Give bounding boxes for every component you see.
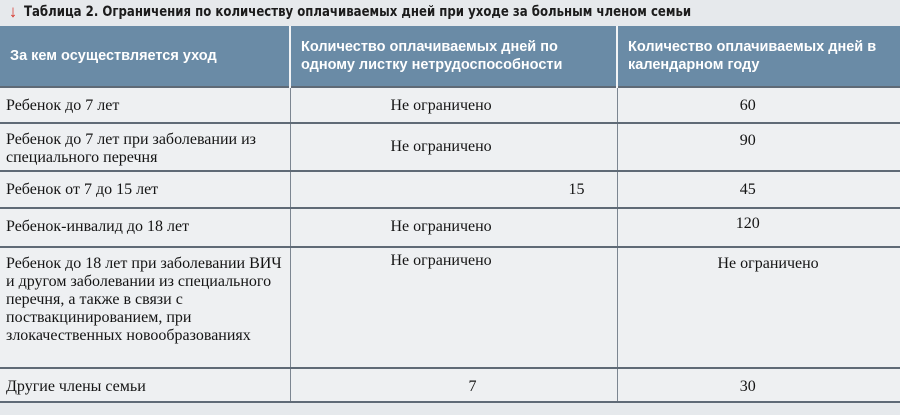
cell-who: Другие члены семьи xyxy=(0,368,290,402)
cell-per-year: 60 xyxy=(617,87,900,123)
cell-per-year: 120 xyxy=(617,208,900,247)
cell-per-sheet: Не ограничено xyxy=(290,208,617,247)
cell-per-sheet: Не ограничено xyxy=(290,123,617,171)
cell-per-sheet: 15 xyxy=(290,171,617,208)
cell-per-sheet: 7 xyxy=(290,368,617,402)
red-arrow-icon: ↓ xyxy=(8,2,18,21)
caption-text: Таблица 2. Ограничения по количеству оплачиваемых дней при уходе за больным членом семьи xyxy=(24,4,692,20)
cell-per-year: Не ограничено xyxy=(617,247,900,368)
cell-per-year: 45 xyxy=(617,171,900,208)
table-row xyxy=(0,87,900,123)
cell-who: Ребенок-инвалид до 18 лет xyxy=(0,208,290,247)
cell-per-sheet: Не ограничено xyxy=(290,87,617,123)
table-row xyxy=(0,247,900,368)
cell-per-sheet: Не ограничено xyxy=(290,247,617,368)
cell-who: Ребенок до 18 лет при заболевании ВИЧ и другом заболевании из специального перечня, а также в связи с поствакцинированием, при злокачественных новообразованиях xyxy=(0,247,290,368)
table-row xyxy=(0,123,900,171)
cell-per-year: 30 xyxy=(617,368,900,402)
header-per-sheet: Количество оплачиваемых дней по одному листку нетрудоспособности xyxy=(290,26,617,87)
table-header-row xyxy=(0,26,900,87)
table-row xyxy=(0,171,900,208)
sick-leave-limits-table xyxy=(0,26,900,403)
cell-who: Ребенок до 7 лет при заболевании из специального перечня xyxy=(0,123,290,171)
cell-who: Ребенок до 7 лет xyxy=(0,87,290,123)
header-who: За кем осуществляется уход xyxy=(0,26,290,87)
header-per-year: Количество оплачиваемых дней в календарном году xyxy=(617,26,900,87)
cell-per-year: 90 xyxy=(617,123,900,171)
table-caption xyxy=(0,0,900,24)
table-row xyxy=(0,368,900,402)
cell-who: Ребенок от 7 до 15 лет xyxy=(0,171,290,208)
table-row xyxy=(0,208,900,247)
